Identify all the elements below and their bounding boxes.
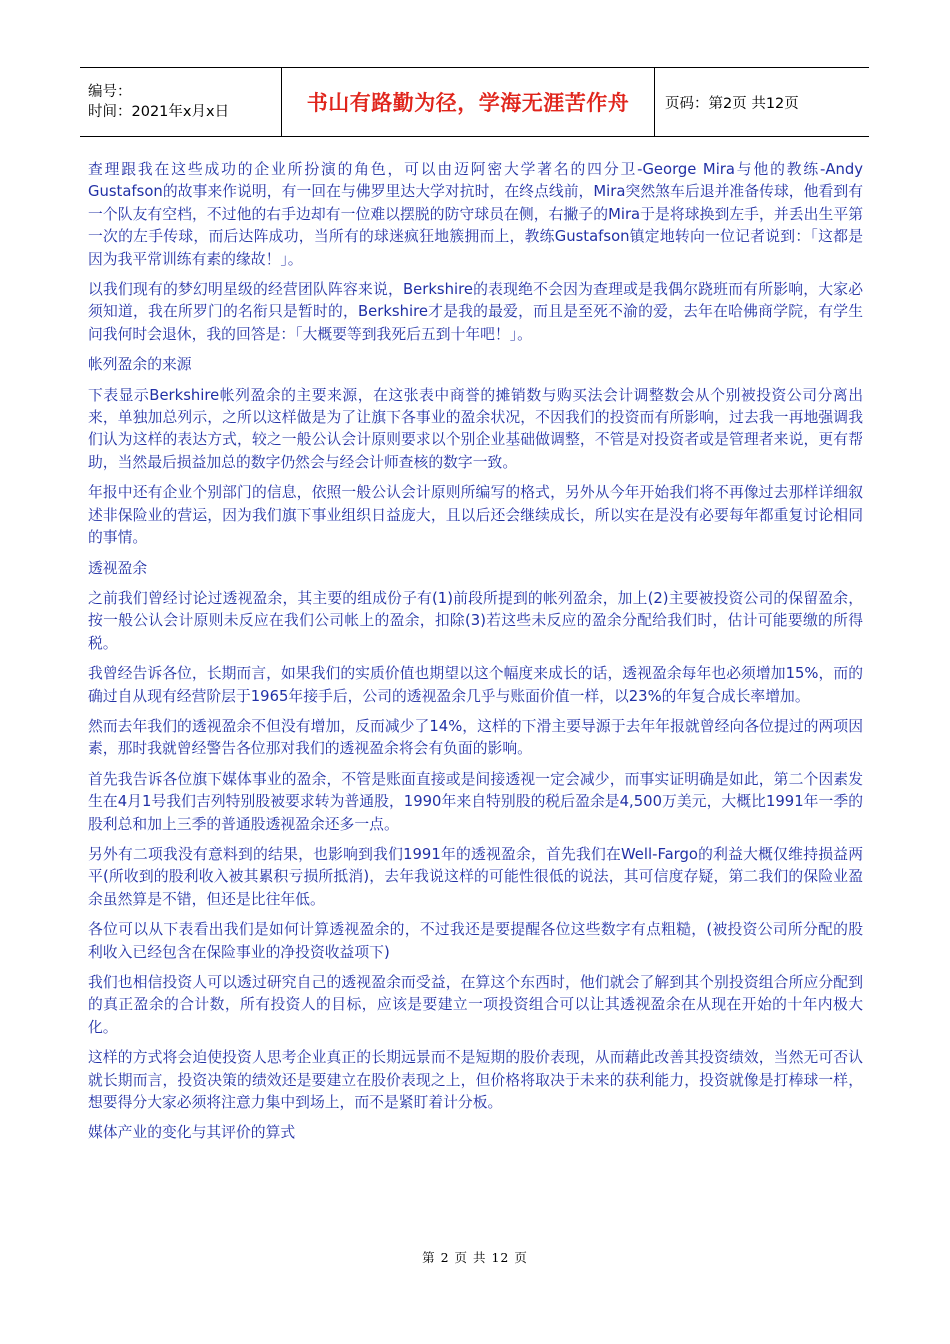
header-right-cell	[655, 68, 869, 136]
document-body	[88, 159, 863, 1153]
header-left-cell	[80, 68, 281, 136]
document-time-label: 时间：2021年x月x日	[88, 104, 230, 120]
page-header	[80, 67, 869, 137]
paragraph-look-through-components: 之前我们曾经讨论过透视盈余，其主要的组成份子有(1)前段所提到的帐列盈余，加上(2)主要被投资公司的保留盈余，按一般公认会计原则未反应在我们公司帐上的盈余，扣除(3)若这些未反应的盈余分配给我们时，估计可能要缴的所得税。	[88, 589, 863, 652]
header-motto: 书山有路勤为径，学海无涯苦作舟	[306, 90, 630, 115]
paragraph-long-term-view: 这样的方式将会迫使投资人思考企业真正的长期远景而不是短期的股价表现，从而藉此改善其投资绩效，当然无可否认就长期而言，投资决策的绩效还是要建立在股价表现之上，但价格将取决于未来的获利能力，投资就像是打棒球一样，想要得分大家必须将注意力集中到场上，而不是紧盯着计分板。	[88, 1049, 863, 1112]
page-footer: 第 2 页 共 12 页	[422, 1250, 528, 1265]
paragraph-calculation-note: 各位可以从下表看出我们是如何计算透视盈余的，不过我还是要提醒各位这些数字有点粗糙，(被投资公司所分配的股利收入已经包含在保险事业的净投资收益项下)	[88, 921, 863, 961]
section-heading-reported-earnings: 帐列盈余的来源	[88, 356, 192, 374]
paragraph-decline: 然而去年我们的透视盈余不但没有增加，反而减少了14%，这样的下滑主要导源于去年年报就曾经向各位提过的两项因素，那时我就曾经警告各位那对我们的透视盈余将会有负面的影响。	[88, 717, 863, 758]
header-middle-cell	[281, 68, 655, 136]
paragraph-reported-earnings-table: 下表显示Berkshire帐列盈余的主要来源，在这张表中商誉的摊销数与购买法会计调整数会从个别被投资公司分离出来，单独加总列示，之所以这样做是为了让旗下各事业的盈余状况，不因我们的投资而有所影响，过去我一再地强调我们认为这样的表达方式，较之一般公认会计原则要求以个别企业基础做调整，不管是对投资者或是管理者来说，更有帮助，当然最后损益加总的数字仍然会与经会计师查核的数字一致。	[88, 386, 863, 471]
paragraph-media-and-gillette: 首先我告诉各位旗下媒体事业的盈余，不管是账面直接或是间接透视一定会减少，而事实证明确是如此，第二个因素发生在4月1号我们吉列特别股被要求转为普通股，1990年来自特别股的税后盈余是4,500万美元，大概比1991年一季的股利总和加上三季的普通股透视盈余还多一点。	[88, 770, 863, 833]
document-number-label: 编号：	[88, 84, 132, 100]
section-heading-look-through-earnings: 透视盈余	[88, 559, 148, 577]
paragraph-management-team: 以我们现有的梦幻明星级的经营团队阵容来说，Berkshire的表现绝不会因为查理或是我偶尔跷班而有所影响，大家必须知道，我在所罗门的名衔只是暂时的，Berkshire才是我的最爱，而且是至死不渝的爱，去年在哈佛商学院，有学生问我何时会退休，我的回答是：「大概要等到我死后五到十年吧！」。	[88, 281, 863, 343]
paragraph-segment-info: 年报中还有企业个别部门的信息，依照一般公认会计原则所编写的格式，另外从今年开始我们将不再像过去那样详细叙述非保险业的营运，因为我们旗下事业组织日益庞大，且以后还会继续成长，所以实在是没有必要每年都重复讨论相同的事情。	[88, 484, 863, 547]
paragraph-growth-rate: 我曾经告诉各位，长期而言，如果我们的实质价值也期望以这个幅度来成长的话，透视盈余每年也必须增加15%，而的确过自从现有经营阶层于1965年接手后，公司的透视盈余几乎与账面价值一样，以23%的年复合成长率增加。	[88, 665, 863, 705]
paragraph-mira-story: 查理跟我在这些成功的企业所扮演的角色，可以由迈阿密大学著名的四分卫-George Mira与他的教练-Andy Gustafson的故事来作说明，有一回在与佛罗里达大学对抗时，在终点线前，Mira突然煞车后退并准备传球，他看到有一个队友有空档，不过他的右手边却有一位难以摆脱的防守球员在侧，右撇子的Mira于是将球换到左手，并丢出生平第一次的左手传球，而后达阵成功，当所有的球迷疯狂地簇拥而上，教练Gustafson镇定地转向一位记者说到：「这都是因为我平常训练有素的缘故！」。	[88, 161, 863, 268]
paragraph-investor-benefit: 我们也相信投资人可以透过研究自己的透视盈余而受益，在算这个东西时，他们就会了解到其个别投资组合所应分配到的真正盈余的合计数，所有投资人的目标，应该是要建立一项投资组合可以让其透视盈余在从现在开始的十年内极大化。	[88, 974, 863, 1036]
section-heading-media-industry: 媒体产业的变化与其评价的算式	[88, 1124, 296, 1142]
paragraph-unexpected-results: 另外有二项我没有意料到的结果，也影响到我们1991年的透视盈余，首先我们在Well-Fargo的利益大概仅维持损益两平(所收到的股利收入被其累积亏损所抵消)，去年我说这样的可能性很低的说法，其可信度存疑，第二我们的保险业盈余虽然算是不错，但还是比往年低。	[88, 845, 864, 908]
header-page-number: 页码：第2页 共12页	[665, 95, 799, 112]
